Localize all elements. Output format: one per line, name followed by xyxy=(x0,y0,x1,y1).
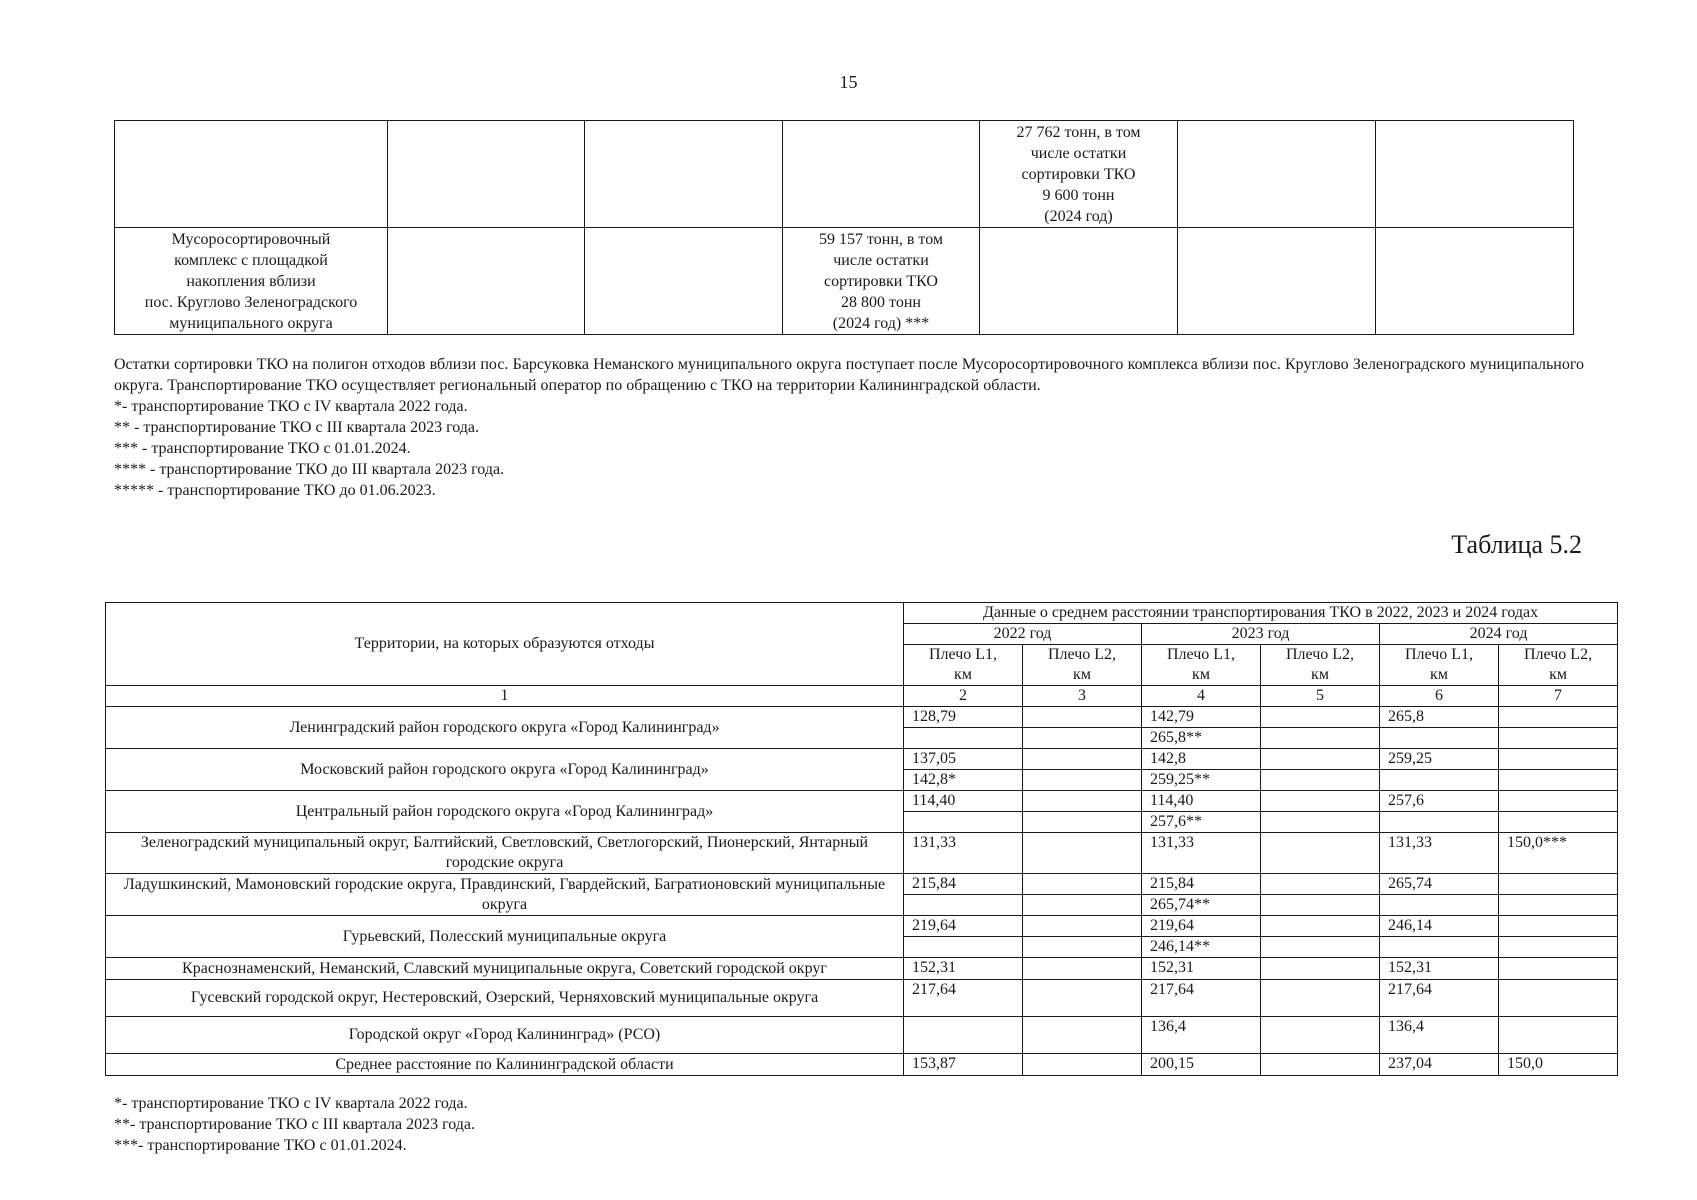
value-cell: 219,64 xyxy=(904,916,1023,937)
value-cell: 153,87 xyxy=(904,1054,1023,1076)
value-cell xyxy=(1261,937,1380,958)
value-cell xyxy=(1261,791,1380,812)
value-cell xyxy=(904,937,1023,958)
value-cell xyxy=(1499,791,1618,812)
value-cell xyxy=(1499,812,1618,833)
territory-cell: Московский район городского округа «Город Калининград» xyxy=(106,749,904,791)
column-number: 2 xyxy=(904,686,1023,707)
territory-cell: Зеленоградский муниципальный округ, Балтийский, Светловский, Светлогорский, Пионерский, Янтарный городские округа xyxy=(106,833,904,874)
value-cell xyxy=(1261,770,1380,791)
data-header: Данные о среднем расстоянии транспортирования ТКО в 2022, 2023 и 2024 годах xyxy=(904,603,1618,624)
value-cell xyxy=(904,728,1023,749)
year-header: 2024 год xyxy=(1380,624,1618,645)
value-cell xyxy=(1023,874,1142,895)
table-cell xyxy=(585,121,783,228)
year-header: 2022 год xyxy=(904,624,1142,645)
arm-l2-header: Плечо L2, км xyxy=(1499,645,1618,686)
value-cell xyxy=(1499,707,1618,728)
table-row xyxy=(106,958,1618,980)
value-cell: 128,79 xyxy=(904,707,1023,728)
value-cell: 265,74** xyxy=(1142,895,1261,916)
value-cell xyxy=(1261,895,1380,916)
value-cell xyxy=(1499,980,1618,1017)
value-cell: 265,8 xyxy=(1380,707,1499,728)
page-number: 15 xyxy=(839,72,858,92)
value-cell: 200,15 xyxy=(1142,1054,1261,1076)
table-cell xyxy=(783,121,980,228)
value-cell xyxy=(1380,812,1499,833)
notes-section xyxy=(114,354,1584,501)
value-cell xyxy=(1023,1017,1142,1054)
value-cell: 257,6 xyxy=(1380,791,1499,812)
value-cell: 150,0*** xyxy=(1499,833,1618,874)
table-row xyxy=(106,980,1618,1017)
value-cell: 219,64 xyxy=(1142,916,1261,937)
value-cell: 215,84 xyxy=(904,874,1023,895)
arm-l1-header: Плечо L1, км xyxy=(1380,645,1499,686)
value-cell xyxy=(1499,874,1618,895)
value-cell xyxy=(1499,770,1618,791)
territory-header: Территории, на которых образуются отходы xyxy=(106,603,904,686)
value-cell xyxy=(1380,937,1499,958)
table-cell xyxy=(1376,121,1574,228)
value-cell: 142,8* xyxy=(904,770,1023,791)
value-cell: 217,64 xyxy=(1142,980,1261,1017)
table-cell xyxy=(1178,121,1376,228)
value-cell xyxy=(1023,770,1142,791)
value-cell xyxy=(1380,895,1499,916)
table-row xyxy=(106,833,1618,874)
territory-cell: Краснознаменский, Неманский, Славский муниципальные округа, Советский городской округ xyxy=(106,958,904,980)
top-table-row xyxy=(115,228,1574,335)
table-cell xyxy=(585,228,783,335)
territory-cell: Среднее расстояние по Калининградской области xyxy=(106,1054,904,1076)
footnote: **** - транспортирование ТКО до III квартала 2023 года. xyxy=(114,461,505,478)
value-cell: 259,25 xyxy=(1380,749,1499,770)
value-cell: 136,4 xyxy=(1380,1017,1499,1054)
value-cell xyxy=(904,812,1023,833)
value-cell xyxy=(1499,916,1618,937)
value-cell: 259,25** xyxy=(1142,770,1261,791)
value-cell: 152,31 xyxy=(1380,958,1499,980)
value-cell xyxy=(1261,833,1380,874)
value-cell xyxy=(1023,812,1142,833)
table-cell xyxy=(388,121,585,228)
table-row xyxy=(106,1054,1618,1076)
value-cell xyxy=(904,1017,1023,1054)
arm-l2-header: Плечо L2, км xyxy=(1261,645,1380,686)
value-cell: 131,33 xyxy=(1380,833,1499,874)
value-cell xyxy=(1023,791,1142,812)
value-cell xyxy=(1380,770,1499,791)
value-cell xyxy=(1023,749,1142,770)
footnote: ***- транспортирование ТКО с 01.01.2024. xyxy=(114,1137,407,1154)
table-cell: 59 157 тонн, в том числе остатки сортировки ТКО 28 800 тонн (2024 год) *** xyxy=(783,228,980,335)
value-cell xyxy=(1023,980,1142,1017)
value-cell: 114,40 xyxy=(1142,791,1261,812)
table-row xyxy=(106,916,1618,937)
value-cell: 265,74 xyxy=(1380,874,1499,895)
column-number-row xyxy=(106,686,1618,707)
value-cell: 142,79 xyxy=(1142,707,1261,728)
table-caption: Таблица 5.2 xyxy=(1451,530,1582,559)
value-cell: 131,33 xyxy=(904,833,1023,874)
column-number: 6 xyxy=(1380,686,1499,707)
table-row xyxy=(106,749,1618,770)
value-cell xyxy=(1499,1017,1618,1054)
arm-l1-header: Плечо L1, км xyxy=(904,645,1023,686)
value-cell: 152,31 xyxy=(1142,958,1261,980)
territory-cell: Городской округ «Город Калининград» (РСО) xyxy=(106,1017,904,1054)
value-cell xyxy=(1261,728,1380,749)
table-row xyxy=(106,874,1618,895)
top-table xyxy=(114,120,1574,335)
table-row xyxy=(106,791,1618,812)
value-cell xyxy=(904,895,1023,916)
value-cell: 114,40 xyxy=(904,791,1023,812)
value-cell xyxy=(1023,833,1142,874)
territory-cell: Ленинградский район городского округа «Город Калининград» xyxy=(106,707,904,749)
table-row xyxy=(106,707,1618,728)
value-cell: 142,8 xyxy=(1142,749,1261,770)
value-cell xyxy=(1380,728,1499,749)
value-cell: 150,0 xyxy=(1499,1054,1618,1076)
value-cell xyxy=(1261,1017,1380,1054)
value-cell xyxy=(1023,707,1142,728)
value-cell: 215,84 xyxy=(1142,874,1261,895)
column-number: 3 xyxy=(1023,686,1142,707)
table-footnotes xyxy=(114,1093,475,1156)
value-cell: 137,05 xyxy=(904,749,1023,770)
value-cell xyxy=(1023,916,1142,937)
notes-paragraph: Остатки сортировки ТКО на полигон отходов вблизи пос. Барсуковка Неманского муниципального округа поступает после Мусоросортировочного комплекса вблизи пос. Круглово Зеленоградского муниципального округа. Транспортирование ТКО осуществляет региональный оператор по обращению с ТКО на территории Калининградской области. xyxy=(114,356,1584,394)
value-cell xyxy=(1261,958,1380,980)
header-row xyxy=(106,603,1618,624)
territory-cell: Центральный район городского округа «Город Калининград» xyxy=(106,791,904,833)
footnote: ***** - транспортирование ТКО до 01.06.2023. xyxy=(114,482,436,499)
value-cell: 237,04 xyxy=(1380,1054,1499,1076)
column-number: 7 xyxy=(1499,686,1618,707)
value-cell xyxy=(1261,1054,1380,1076)
value-cell xyxy=(1499,749,1618,770)
column-number: 4 xyxy=(1142,686,1261,707)
territory-cell: Гурьевский, Полесский муниципальные округа xyxy=(106,916,904,958)
distance-table xyxy=(105,602,1618,1076)
value-cell: 217,64 xyxy=(1380,980,1499,1017)
value-cell xyxy=(1499,937,1618,958)
value-cell xyxy=(1261,812,1380,833)
top-table-row xyxy=(115,121,1574,228)
arm-l2-header: Плечо L2, км xyxy=(1023,645,1142,686)
value-cell xyxy=(1023,1054,1142,1076)
value-cell xyxy=(1261,980,1380,1017)
value-cell xyxy=(1499,895,1618,916)
value-cell xyxy=(1261,749,1380,770)
value-cell: 246,14 xyxy=(1380,916,1499,937)
territory-cell: Гусевский городской округ, Нестеровский, Озерский, Черняховский муниципальные округа xyxy=(106,980,904,1017)
table-cell xyxy=(980,228,1178,335)
footnote: **- транспортирование ТКО с III квартала 2023 года. xyxy=(114,1116,476,1133)
arm-l1-header: Плечо L1, км xyxy=(1142,645,1261,686)
value-cell xyxy=(1261,916,1380,937)
footnote: *** - транспортирование ТКО с 01.01.2024. xyxy=(114,440,411,457)
column-number: 5 xyxy=(1261,686,1380,707)
year-header: 2023 год xyxy=(1142,624,1380,645)
value-cell xyxy=(1023,895,1142,916)
table-cell: Мусоросортировочный комплекс с площадкой накопления вблизи пос. Круглово Зеленоградского муниципального округа xyxy=(115,228,388,335)
value-cell xyxy=(1023,728,1142,749)
value-cell: 131,33 xyxy=(1142,833,1261,874)
table-row xyxy=(106,1017,1618,1054)
value-cell: 257,6** xyxy=(1142,812,1261,833)
value-cell: 246,14** xyxy=(1142,937,1261,958)
table-cell: 27 762 тонн, в том числе остатки сортировки ТКО 9 600 тонн (2024 год) xyxy=(980,121,1178,228)
value-cell: 265,8** xyxy=(1142,728,1261,749)
value-cell: 136,4 xyxy=(1142,1017,1261,1054)
value-cell xyxy=(1261,707,1380,728)
value-cell: 217,64 xyxy=(904,980,1023,1017)
value-cell xyxy=(1499,728,1618,749)
table-cell xyxy=(388,228,585,335)
footnote: *- транспортирование ТКО с IV квартала 2022 года. xyxy=(114,398,468,415)
value-cell xyxy=(1023,937,1142,958)
value-cell xyxy=(1499,958,1618,980)
value-cell: 152,31 xyxy=(904,958,1023,980)
value-cell xyxy=(1023,958,1142,980)
column-number: 1 xyxy=(106,686,904,707)
table-cell xyxy=(115,121,388,228)
footnote: ** - транспортирование ТКО с III квартала 2023 года. xyxy=(114,419,480,436)
footnote: *- транспортирование ТКО с IV квартала 2022 года. xyxy=(114,1095,468,1112)
table-cell xyxy=(1376,228,1574,335)
table-cell xyxy=(1178,228,1376,335)
value-cell xyxy=(1261,874,1380,895)
territory-cell: Ладушкинский, Мамоновский городские округа, Правдинский, Гвардейский, Багратионовский муниципальные округа xyxy=(106,874,904,916)
